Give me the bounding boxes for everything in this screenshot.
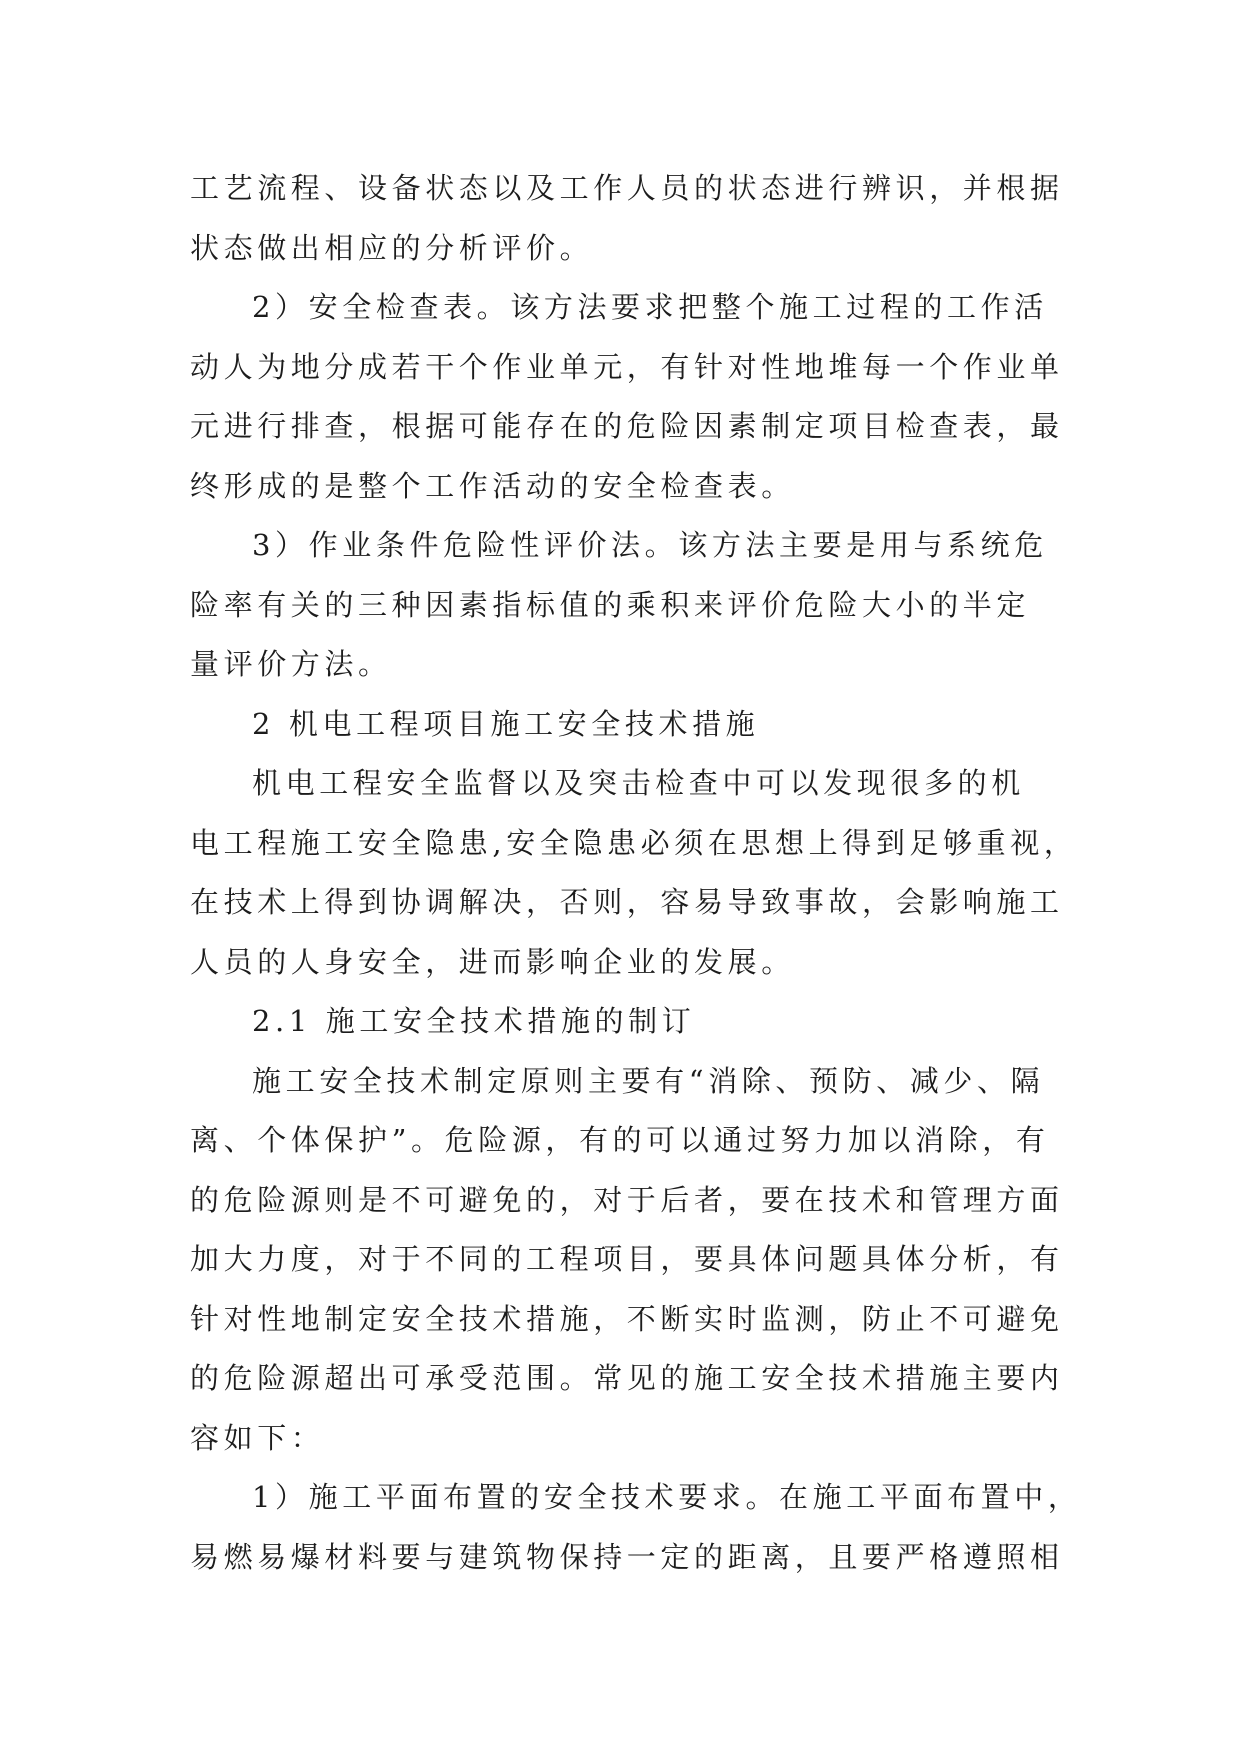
body-text xyxy=(190,159,1082,1587)
text-line: 量评价方法。 xyxy=(190,647,392,681)
list-item-line: 3）作业条件危险性评价法。该方法主要是用与系统危 xyxy=(252,528,1048,562)
text-line: 终形成的是整个工作活动的安全检查表。 xyxy=(190,468,795,503)
text-line: 针对性地制定安全技术措施，不断实时监测，防止不可避免 xyxy=(190,1301,1064,1336)
text-line: 元进行排查，根据可能存在的危险因素制定项目检查表，最 xyxy=(190,409,1064,443)
text-line: 容如下： xyxy=(190,1420,325,1455)
subsection-heading: 2.1 施工安全技术措施的制订 xyxy=(252,1004,696,1038)
text-line: 工艺流程、设备状态以及工作人员的状态进行辨识，并根据 xyxy=(190,171,1064,205)
text-line: 的危险源超出可承受范围。常见的施工安全技术措施主要内 xyxy=(190,1361,1064,1395)
text-line: 易燃易爆材料要与建筑物保持一定的距离，且要严格遵照相 xyxy=(190,1539,1064,1574)
text-line: 在技术上得到协调解决，否则，容易导致事故，会影响施工 xyxy=(190,885,1064,919)
list-item-line: 1）施工平面布置的安全技术要求。在施工平面布置中， xyxy=(252,1480,1082,1514)
text-line: 状态做出相应的分析评价。 xyxy=(190,230,594,265)
list-item-line: 2）安全检查表。该方法要求把整个施工过程的工作活 xyxy=(252,290,1048,324)
text-line: 电工程施工安全隐患,安全隐患必须在思想上得到足够重视， xyxy=(190,825,1078,860)
paragraph-start-line: 机电工程安全监督以及突击检查中可以发现很多的机 xyxy=(252,766,1025,800)
text-line: 离、个体保护”。危险源，有的可以通过努力加以消除，有 xyxy=(190,1123,1050,1157)
paragraph-start-line: 施工安全技术制定原则主要有“消除、预防、减少、隔 xyxy=(252,1063,1045,1098)
text-line: 的危险源则是不可避免的，对于后者，要在技术和管理方面 xyxy=(190,1182,1064,1217)
text-line: 加大力度，对于不同的工程项目，要具体问题具体分析，有 xyxy=(190,1242,1064,1276)
text-line: 动人为地分成若干个作业单元，有针对性地堆每一个作业单 xyxy=(190,349,1064,384)
text-line: 人员的人身安全，进而影响企业的发展。 xyxy=(190,944,795,979)
text-line: 险率有关的三种因素指标值的乘积来评价危险大小的半定 xyxy=(190,587,1031,622)
section-heading: 2 机电工程项目施工安全技术措施 xyxy=(252,706,760,741)
